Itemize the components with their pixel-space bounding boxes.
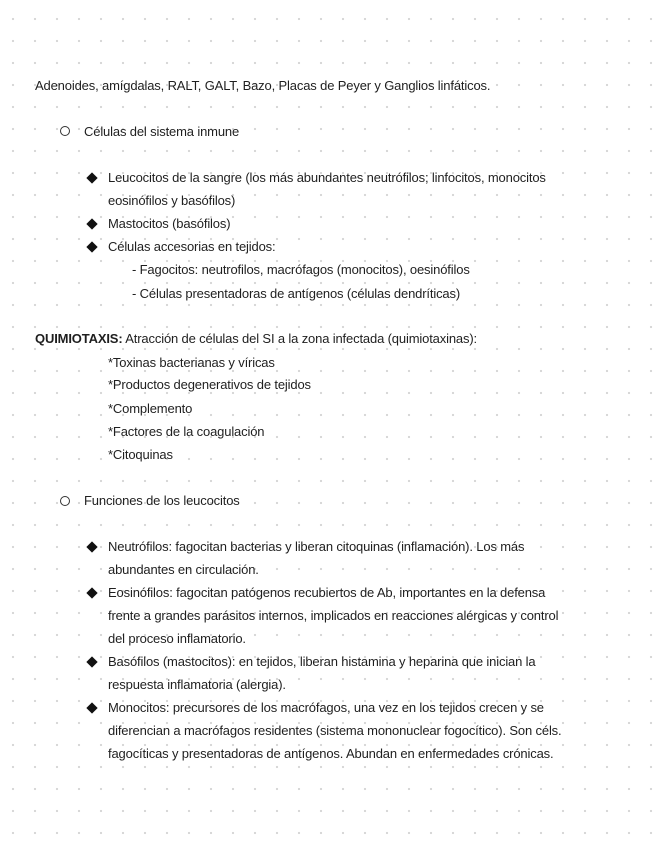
chemotaxis-text: Atracción de células del SI a la zona infectada (quimiotaxinas): xyxy=(122,331,477,346)
circle-bullet-icon xyxy=(60,126,70,136)
list-item-line: Monocitos: precursores de los macrófagos, una vez en los tejidos crecen y se xyxy=(108,700,544,715)
list-item-line: Mastocitos (basófilos) xyxy=(108,216,231,231)
diamond-bullet-icon xyxy=(86,656,97,667)
list-item-line: Basófilos (mastocitos): en tejidos, liberan histamina y heparina que inician la xyxy=(108,654,536,669)
chemotaxin-item: *Complemento xyxy=(108,401,193,416)
list-item-line: eosinófilos y basófilos) xyxy=(108,193,236,208)
list-item-line: fagocíticas y presentadoras de antígenos. Abundan en enfermedades crónicas. xyxy=(108,746,554,761)
diamond-bullet-icon xyxy=(86,541,97,552)
list-item-line: Leucocitos de la sangre (los más abundantes neutrófilos; linfocitos, monocitos xyxy=(108,170,546,185)
diamond-bullet-icon xyxy=(86,218,97,229)
diamond-bullet-icon xyxy=(86,241,97,252)
sub-item: - Fagocitos: neutrofilos, macrófagos (monocitos), oesinófilos xyxy=(132,262,470,277)
diamond-bullet-icon xyxy=(86,172,97,183)
diamond-bullet-icon xyxy=(86,702,97,713)
section-heading-cells: Células del sistema inmune xyxy=(84,124,240,139)
chemotaxis-line xyxy=(35,331,477,347)
chemotaxis-label: QUIMIOTAXIS: xyxy=(35,331,123,346)
circle-bullet-icon xyxy=(60,496,70,506)
list-item-line: frente a grandes parásitos internos, implicados en reacciones alérgicas y control xyxy=(108,608,559,623)
list-item-line: respuesta inflamatoria (alergia). xyxy=(108,677,286,692)
list-item-line: del proceso inflamatorio. xyxy=(108,631,246,646)
chemotaxin-item: *Productos degenerativos de tejidos xyxy=(108,377,311,392)
intro-line: Adenoides, amígdalas, RALT, GALT, Bazo, Placas de Peyer y Ganglios linfáticos. xyxy=(35,78,491,93)
list-item-line: diferencian a macrófagos residentes (sistema mononuclear fogocítico). Son céls. xyxy=(108,723,562,738)
diamond-bullet-icon xyxy=(86,587,97,598)
sub-item: - Células presentadoras de antígenos (células dendríticas) xyxy=(132,286,461,301)
section-heading-functions: Funciones de los leucocitos xyxy=(84,493,240,508)
list-item-line: abundantes en circulación. xyxy=(108,562,259,577)
list-item-line: Células accesorias en tejidos: xyxy=(108,239,276,254)
chemotaxin-item: *Toxinas bacterianas y víricas xyxy=(108,355,275,370)
list-item-line: Neutrófilos: fagocitan bacterias y liberan citoquinas (inflamación). Los más xyxy=(108,539,525,554)
chemotaxin-item: *Factores de la coagulación xyxy=(108,424,265,439)
list-item-line: Eosinófilos: fagocitan patógenos recubiertos de Ab, importantes en la defensa xyxy=(108,585,546,600)
chemotaxin-item: *Citoquinas xyxy=(108,447,173,462)
